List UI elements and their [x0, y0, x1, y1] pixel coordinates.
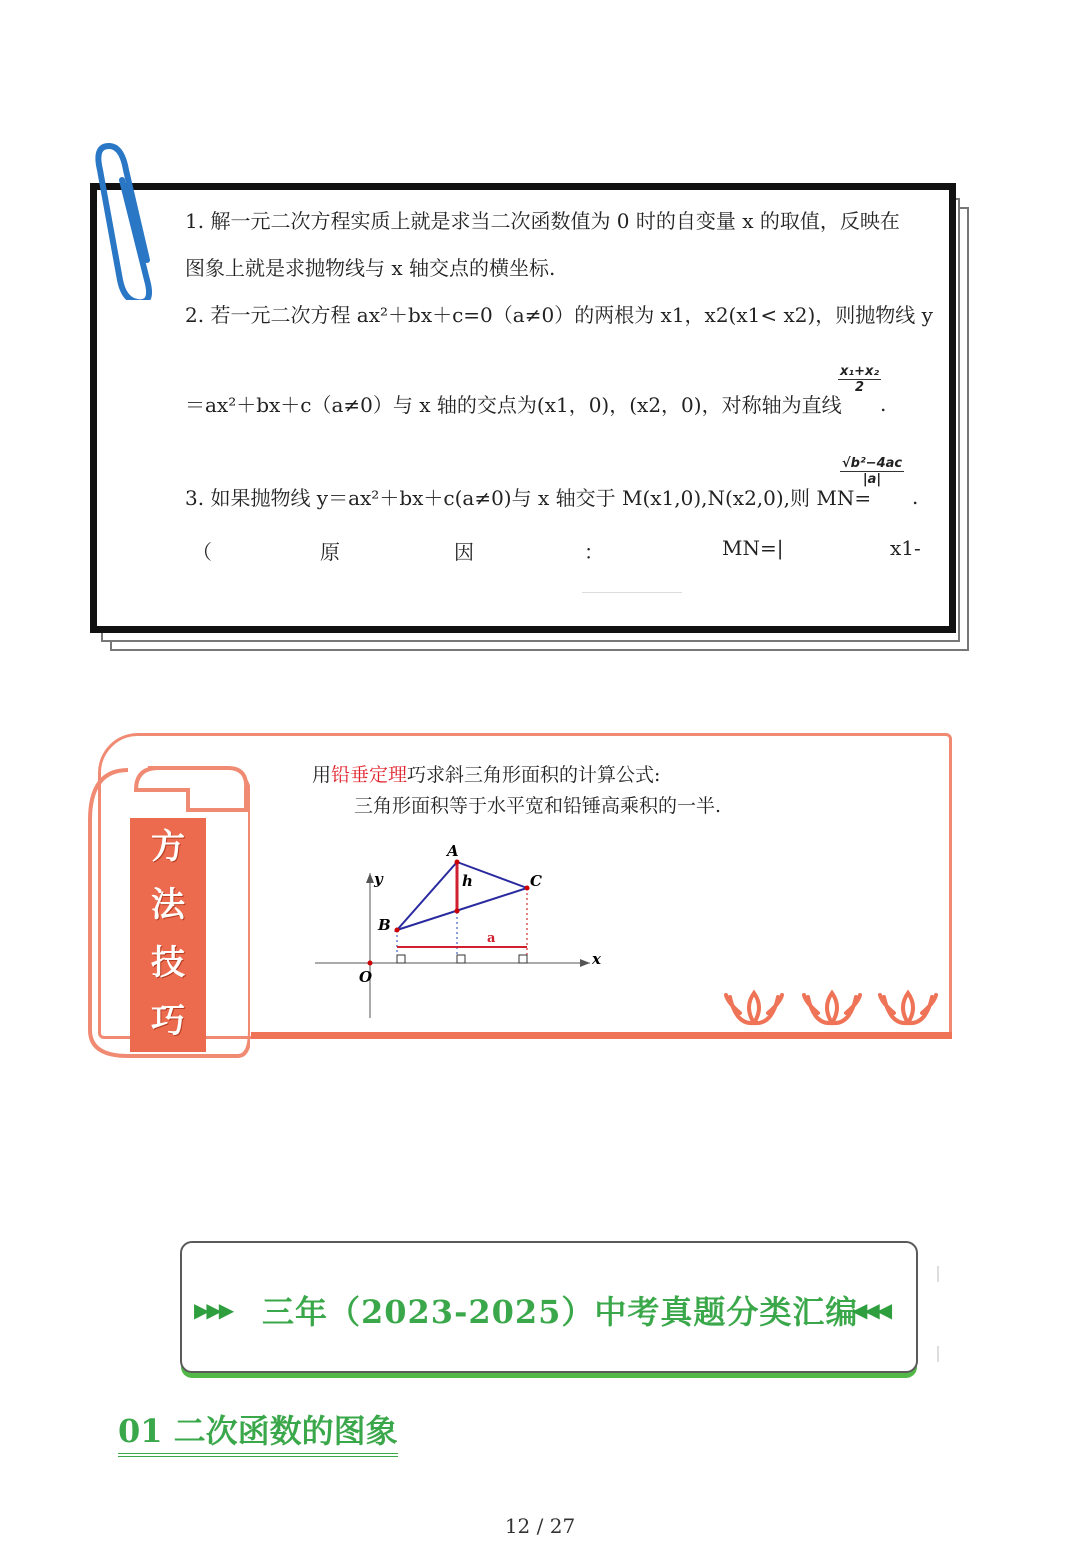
- period-mark: .: [880, 392, 887, 416]
- tip-heading-pre: 用: [312, 764, 332, 786]
- flower-ornaments: [722, 985, 942, 1030]
- fraction-numerator: x₁+x₂: [840, 364, 880, 379]
- note-line-1: 1. 解一元二次方程实质上就是求当二次函数值为 0 时的自变量 x 的取值，反映在: [185, 209, 900, 233]
- banner-char: 方: [151, 827, 185, 867]
- paper-clip-icon: [92, 140, 172, 300]
- vertex-label-c: C: [530, 872, 542, 890]
- note-line-2: 图象上就是求抛物线与 x 轴交点的横坐标.: [185, 256, 556, 280]
- reason-char: 因: [454, 540, 474, 564]
- margin-tick: [937, 1346, 939, 1362]
- fraction-numerator: √b²−4ac: [842, 456, 903, 471]
- tip-heading: [312, 760, 660, 787]
- tip-heading-post: 巧求斜三角形面积的计算公式:: [407, 764, 661, 786]
- vertex-label-a: A: [447, 842, 459, 860]
- page-number: 12 / 27: [504, 1514, 576, 1538]
- margin-tick: [937, 1266, 939, 1282]
- section-heading: 01 二次函数的图象: [118, 1411, 398, 1457]
- axis-of-symmetry-fraction: [838, 364, 881, 395]
- method-tips-banner: [130, 818, 206, 1052]
- period-mark: .: [912, 485, 919, 509]
- banner-char: 巧: [151, 1001, 185, 1041]
- note-line-3: 2. 若一元二次方程 ax²＋bx＋c=0（a≠0）的两根为 x1，x2(x1< x2)，则抛物线 y: [185, 303, 933, 327]
- right-arrows-icon: ◀◀◀: [852, 1298, 890, 1322]
- panel-bottom-bar: [251, 1032, 952, 1039]
- note-line-4: ＝ax²＋bx＋c（a≠0）与 x 轴的交点为(x1，0)，(x2，0)，对称轴为直线: [185, 393, 842, 417]
- reason-char: （: [192, 540, 212, 564]
- mn-length-fraction: [840, 456, 904, 487]
- reason-char: x1-: [890, 536, 921, 560]
- fraction-denominator: 2: [855, 380, 865, 395]
- title-banner-text: 三年（2023-2025）中考真题分类汇编: [262, 1293, 859, 1331]
- width-label: a: [487, 931, 496, 946]
- x-axis-label: x: [592, 950, 601, 968]
- banner-char: 技: [151, 943, 185, 983]
- left-arrows-icon: ▶▶▶: [194, 1298, 232, 1322]
- divider: [582, 592, 682, 593]
- reason-char: ：: [584, 540, 604, 564]
- banner-char: 法: [151, 885, 185, 925]
- y-axis-label: y: [374, 870, 383, 888]
- note-line-5: 3. 如果抛物线 y＝ax²＋bx＋c(a≠0)与 x 轴交于 M(x1,0),N(x2,0),则 MN=: [185, 486, 872, 510]
- tip-theorem-name: 铅垂定理: [331, 764, 408, 786]
- reason-char: 原: [320, 540, 340, 564]
- vertex-label-b: B: [378, 916, 391, 934]
- reason-char: MN=|: [722, 536, 784, 560]
- vertical-height-diagram: [310, 838, 610, 1023]
- fraction-denominator: |a|: [862, 472, 882, 487]
- tip-statement: 三角形面积等于水平宽和铅锤高乘积的一半.: [354, 795, 722, 817]
- origin-label: O: [359, 968, 373, 986]
- height-label: h: [462, 872, 473, 890]
